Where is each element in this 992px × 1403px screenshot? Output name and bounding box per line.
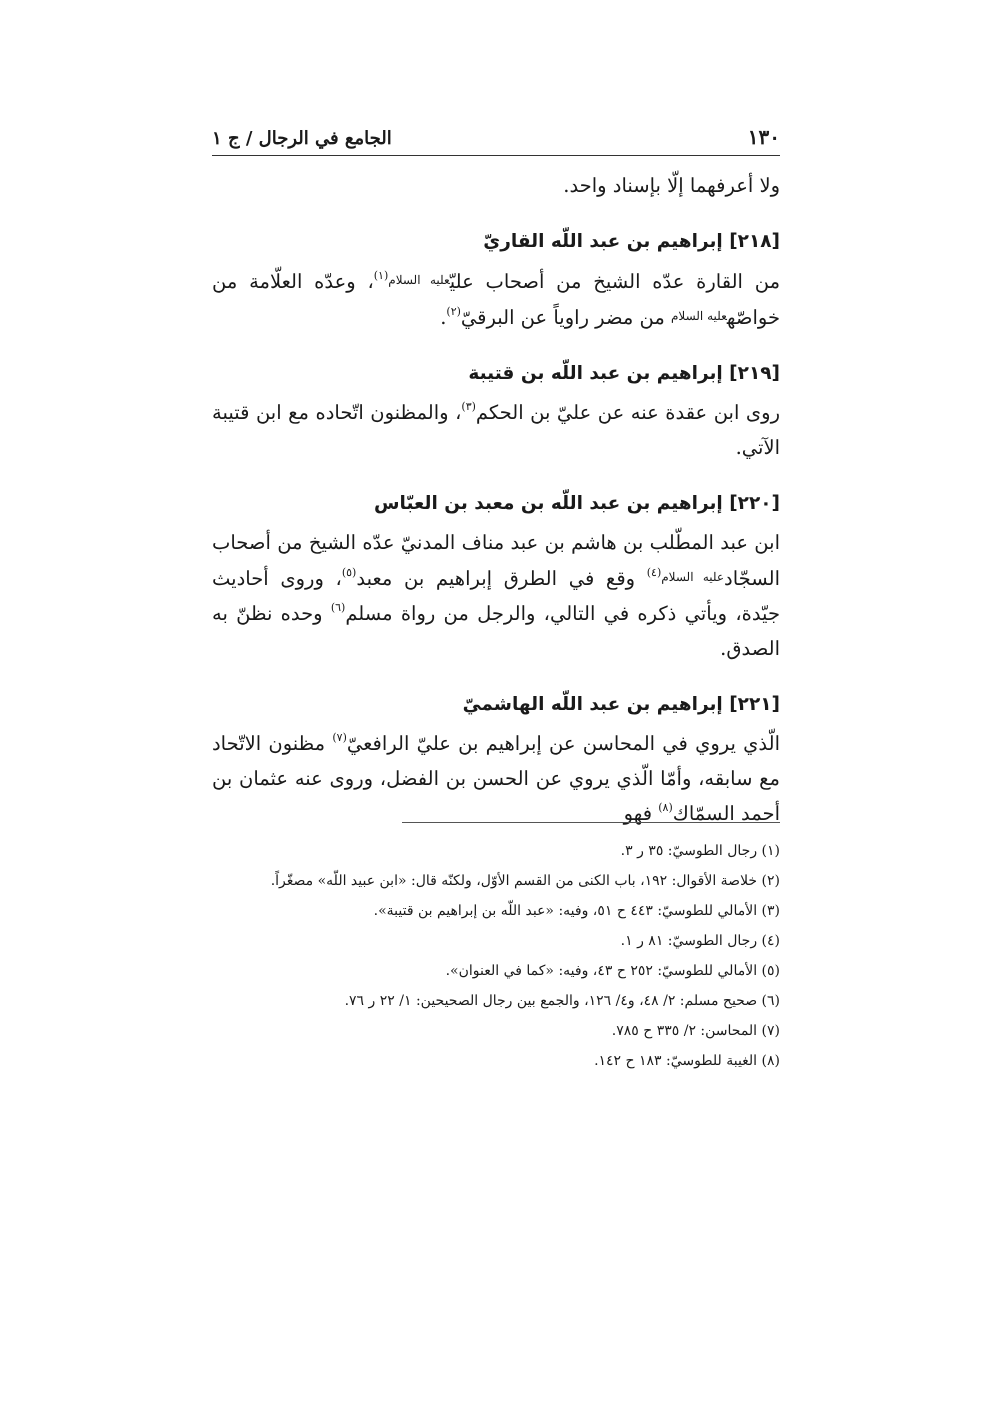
footnote-1: (١) رجال الطوسيّ: ٣٥ ر ٣. xyxy=(620,843,780,859)
text-segment: روى ابن عقدة عنه عن عليّ بن الحكم xyxy=(475,401,781,424)
footnote-ref-3: (٣) xyxy=(461,400,476,413)
footnote-7: (٧) المحاسن: ٢/ ٣٣٥ ح ٧٨٥. xyxy=(611,1023,780,1039)
honorific-mark: عليه السلام xyxy=(661,570,725,584)
text-segment: ، وعدّه العلّامة من خواصّه xyxy=(212,270,780,329)
honorific-mark: عليه السلام xyxy=(670,309,727,323)
footnote-ref-5: (٥) xyxy=(341,566,357,579)
text-segment: من القارة عدّه الشيخ من أصحاب عليّ xyxy=(449,270,781,293)
footnote-ref-8: (٨) xyxy=(658,801,673,814)
entry-text-219 xyxy=(212,395,780,465)
footnote-2: (٢) خلاصة الأقوال: ١٩٢، باب الكنى من القسم الأوّل، ولكنّه قال: «ابن عبيد اللّه» مصغّراً. xyxy=(270,873,780,889)
footnote-ref-7: (٧) xyxy=(332,731,347,744)
text-segment: وقع في الطرق إبراهيم بن معبد xyxy=(356,567,647,590)
running-title: الجامع في الرجال / ج ١ xyxy=(212,128,392,149)
entry-text-221 xyxy=(212,726,780,831)
text-segment: من مضر راوياً عن البرقيّ xyxy=(460,306,665,329)
text-segment: الّذي يروي في المحاسن عن إبراهيم بن عليّ الرافعيّ xyxy=(346,732,781,755)
footnote-ref-4: (٤) xyxy=(646,566,662,579)
honorific-mark: عليه السلام xyxy=(388,273,450,287)
intro-line: ولا أعرفهما إلّا بإسناد واحد. xyxy=(563,174,780,197)
text-segment: ، والمظنون اتّحاده مع ابن قتيبة الآتي. xyxy=(212,401,780,459)
main-text xyxy=(212,168,780,831)
entry-heading-219: [٢١٩] إبراهيم بن عبد اللّه بن قتيبة xyxy=(468,363,780,384)
footnote-ref-6: (٦) xyxy=(330,601,346,614)
text-segment: فهو xyxy=(623,802,659,825)
footnote-6: (٦) صحيح مسلم: ٢/ ٤٨، و٤/ ١٢٦، والجمع بين رجال الصحيحين: ١/ ٢٢ ر ٧٦. xyxy=(344,993,780,1009)
footnote-3: (٣) الأمالي للطوسيّ: ٤٤٣ ح ٥١، وفيه: «عبد اللّه بن إبراهيم بن قتيبة». xyxy=(373,903,780,919)
page-number: ١٣٠ xyxy=(747,125,780,149)
text-segment: ابن عبد المطّلب بن هاشم بن عبد مناف المدنيّ عدّه الشيخ من أصحاب السجّاد xyxy=(212,531,780,590)
text-segment: مظنون الاتّحاد مع سابقه، وأمّا الّذي يروي عن الحسن بن الفضل، وروى عنه عثمان بن أحمد السمّاك xyxy=(212,732,780,825)
footnote-5: (٥) الأمالي للطوسيّ: ٢٥٢ ح ٤٣، وفيه: «كما في العنوان». xyxy=(445,963,780,979)
text-segment: ، وروى أحاديث جيّدة، ويأتي ذكره في التالي، والرجل من رواة مسلم xyxy=(212,567,780,625)
entry-heading-218: [٢١٨] إبراهيم بن عبد اللّه القاريّ xyxy=(483,231,780,252)
footnote-separator xyxy=(402,822,780,823)
entry-heading-221: [٢٢١] إبراهيم بن عبد اللّه الهاشميّ xyxy=(462,694,780,715)
footnote-8: (٨) الغيبة للطوسيّ: ١٨٣ ح ١٤٢. xyxy=(594,1053,780,1069)
footnotes xyxy=(212,836,780,1076)
entry-text-218 xyxy=(212,263,780,335)
footnote-ref-2: (٢) xyxy=(446,305,461,318)
entry-text-220 xyxy=(212,525,780,666)
footnote-4: (٤) رجال الطوسيّ: ٨١ ر ١. xyxy=(620,933,780,949)
footnote-ref-1: (١) xyxy=(373,269,389,282)
text-segment: وحده نظنّ به الصدق. xyxy=(212,602,780,660)
text-segment: . xyxy=(440,306,447,329)
page-header xyxy=(212,118,780,156)
entry-heading-220: [٢٢٠] إبراهيم بن عبد اللّه بن معبد بن العبّاس xyxy=(374,493,780,514)
